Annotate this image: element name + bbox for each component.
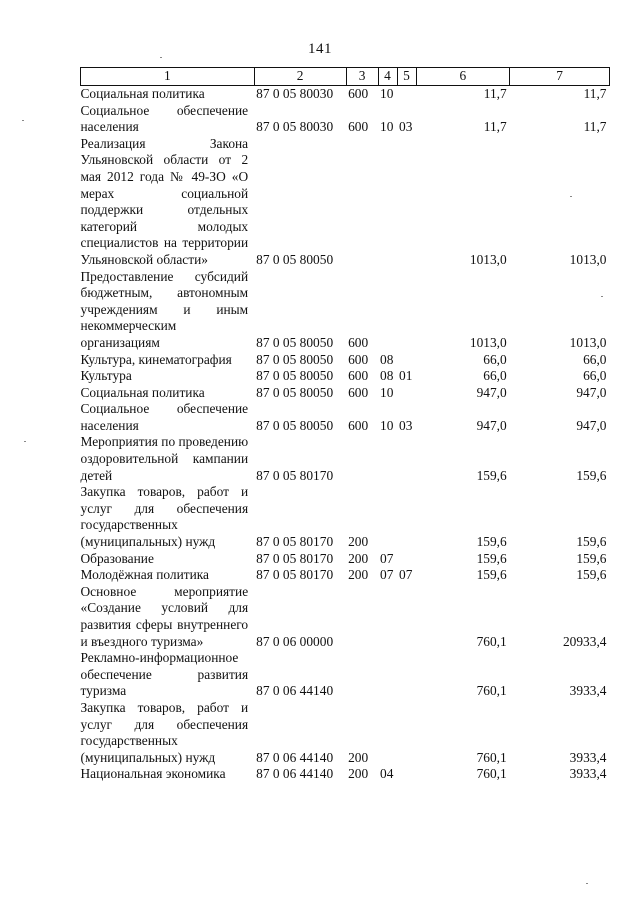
- row-vr: 600: [348, 351, 369, 367]
- row-value-1: 159,6: [476, 550, 507, 566]
- row-value-1: 947,0: [476, 384, 507, 400]
- row-value-2: 159,6: [576, 534, 607, 550]
- budget-table: [80, 67, 610, 783]
- row-code: 87 0 05 80050: [256, 351, 334, 367]
- row-rz: 10: [380, 384, 394, 400]
- row-name: Предоставление субсидий бюджетным, автономным учреждениям и иным некоммерческим организациям: [80, 268, 249, 350]
- row-value-2: 947,0: [576, 384, 607, 400]
- row-name: Закупка товаров, работ и услуг для обеспечения государственных (муниципальных) нужд: [80, 699, 249, 765]
- row-code: 87 0 05 80050: [256, 368, 334, 384]
- row-vr: 600: [348, 384, 369, 400]
- table-row: [81, 584, 610, 650]
- row-value-2: 1013,0: [569, 334, 607, 350]
- row-code: 87 0 05 80050: [256, 417, 334, 433]
- row-name: Закупка товаров, работ и услуг для обеспечения государственных (муниципальных) нужд: [80, 484, 249, 550]
- row-pr: [397, 484, 416, 550]
- row-value-2: 11,7: [583, 119, 607, 135]
- row-vr: [346, 434, 378, 484]
- table-row: [81, 401, 610, 434]
- row-pr: [397, 86, 416, 103]
- row-vr: 200: [348, 550, 369, 566]
- row-code: 87 0 05 80050: [256, 334, 334, 350]
- row-vr: [346, 650, 378, 700]
- row-value-2: 66,0: [583, 351, 607, 367]
- row-code: 87 0 05 80170: [256, 567, 334, 583]
- row-vr: [346, 584, 378, 650]
- row-code: 87 0 06 00000: [256, 633, 334, 649]
- row-value-1: 66,0: [483, 368, 507, 384]
- scan-speck: [586, 883, 588, 884]
- row-pr: [397, 136, 416, 269]
- row-name: Социальная политика: [80, 86, 205, 101]
- table-row: [81, 650, 610, 700]
- row-name: Рекламно-информационное обеспечение развития туризма: [80, 650, 249, 699]
- row-name: Мероприятия по проведению оздоровительной кампании детей: [80, 434, 249, 483]
- row-value-2: 159,6: [576, 550, 607, 566]
- row-name: Социальное обеспечение населения: [80, 102, 249, 135]
- table-row: [81, 484, 610, 550]
- row-pr: [397, 352, 416, 369]
- row-pr: [397, 269, 416, 352]
- row-name: Культура, кинематография: [80, 351, 232, 367]
- row-vr: 600: [348, 119, 369, 135]
- row-pr: [397, 584, 416, 650]
- row-code: 87 0 05 80170: [256, 550, 334, 566]
- row-value-1: 11,7: [483, 86, 507, 101]
- row-value-1: 11,7: [483, 119, 507, 135]
- row-rz: 10: [380, 86, 394, 101]
- row-rz: [378, 269, 397, 352]
- row-value-1: 159,6: [476, 567, 507, 583]
- table-body: [81, 86, 610, 783]
- row-rz: 10: [380, 417, 394, 433]
- row-vr: 200: [348, 766, 369, 782]
- row-value-2: 3933,4: [569, 749, 607, 765]
- row-pr: [397, 434, 416, 484]
- row-value-1: 159,6: [476, 534, 507, 550]
- row-code: 87 0 05 80030: [256, 86, 334, 101]
- row-vr: 600: [348, 368, 369, 384]
- row-rz: 08: [380, 351, 394, 367]
- row-name: Социальное обеспечение населения: [80, 401, 249, 433]
- row-code: 87 0 05 80050: [256, 384, 334, 400]
- table-row: [81, 434, 610, 484]
- header-col-2: 2: [254, 68, 346, 86]
- row-value-1: 760,1: [476, 633, 507, 649]
- scan-speck: [601, 296, 603, 297]
- row-rz: [378, 484, 397, 550]
- row-pr: [397, 385, 416, 402]
- row-value-2: 947,0: [576, 417, 607, 433]
- scan-speck: [24, 441, 26, 442]
- row-pr: [397, 700, 416, 766]
- header-col-1: 1: [81, 68, 255, 86]
- row-value-1: 66,0: [483, 351, 507, 367]
- row-name: Реализация Закона Ульяновской области от 2 мая 2012 года № 49-ЗО «О мерах социальной поддержки отдельных категорий молодых специалистов на территории Ульяновской области»: [80, 135, 249, 267]
- table-row: [81, 700, 610, 766]
- row-rz: [378, 136, 397, 269]
- table-row: [81, 766, 610, 783]
- row-code: 87 0 06 44140: [256, 766, 334, 782]
- table-row: [81, 352, 610, 369]
- row-value-1: 760,1: [476, 766, 507, 782]
- row-value-1: 760,1: [476, 749, 507, 765]
- scan-speck: [22, 120, 24, 121]
- row-value-1: 1013,0: [469, 334, 507, 350]
- row-pr: 03: [399, 417, 413, 433]
- row-rz: 07: [380, 567, 394, 583]
- table-row: [81, 269, 610, 352]
- row-value-2: 3933,4: [569, 683, 607, 699]
- table-row: [81, 567, 610, 584]
- row-value-2: 159,6: [576, 467, 607, 483]
- row-name: Культура: [80, 368, 132, 384]
- table-header: [81, 68, 610, 86]
- row-rz: [378, 584, 397, 650]
- table-row: [81, 103, 610, 136]
- row-rz: [378, 650, 397, 700]
- row-value-1: 947,0: [476, 417, 507, 433]
- row-vr: 200: [348, 534, 369, 550]
- header-col-3: 3: [346, 68, 378, 86]
- scan-speck: [160, 57, 162, 58]
- table-row: [81, 385, 610, 402]
- row-rz: 10: [380, 119, 394, 135]
- header-col-7: 7: [510, 68, 610, 86]
- table-row: [81, 136, 610, 269]
- row-value-1: 159,6: [476, 467, 507, 483]
- row-value-1: 760,1: [476, 683, 507, 699]
- row-code: 87 0 05 80050: [256, 251, 334, 267]
- row-value-2: 3933,4: [569, 766, 607, 782]
- row-value-1: 1013,0: [469, 251, 507, 267]
- page-number: 141: [308, 41, 332, 57]
- row-rz: 04: [380, 766, 394, 782]
- table-row: [81, 86, 610, 103]
- header-col-6: 6: [416, 68, 510, 86]
- row-value-2: 66,0: [583, 368, 607, 384]
- row-name: Основное мероприятие «Создание условий для развития сферы внутреннего и въездного туризма»: [80, 583, 249, 649]
- row-name: Социальная политика: [80, 384, 205, 400]
- header-row: [81, 68, 610, 86]
- header-col-5: 5: [397, 68, 416, 86]
- header-col-4: 4: [378, 68, 397, 86]
- row-value-2: 11,7: [583, 86, 607, 101]
- row-vr: 600: [348, 334, 369, 350]
- row-name: Национальная экономика: [80, 766, 226, 782]
- row-vr: [346, 136, 378, 269]
- row-name: Молодёжная политика: [80, 567, 210, 583]
- table-row: [81, 551, 610, 568]
- row-name: Образование: [80, 550, 154, 566]
- table-row: [81, 368, 610, 385]
- row-value-2: 159,6: [576, 567, 607, 583]
- row-code: 87 0 06 44140: [256, 749, 334, 765]
- row-value-2: 1013,0: [569, 251, 607, 267]
- row-pr: [397, 650, 416, 700]
- row-rz: 08: [380, 368, 394, 384]
- row-pr: [397, 551, 416, 568]
- row-code: 87 0 05 80170: [256, 467, 334, 483]
- row-pr: 07: [399, 567, 413, 583]
- row-value-2: 20933,4: [562, 633, 607, 649]
- row-pr: 01: [399, 368, 413, 384]
- row-vr: 600: [348, 417, 369, 433]
- row-rz: [378, 434, 397, 484]
- row-rz: [378, 700, 397, 766]
- row-pr: [397, 766, 416, 783]
- scan-speck: [570, 196, 572, 197]
- row-code: 87 0 06 44140: [256, 683, 334, 699]
- row-vr: 600: [348, 86, 369, 101]
- row-vr: 200: [348, 567, 369, 583]
- row-pr: 03: [399, 119, 413, 135]
- row-code: 87 0 05 80170: [256, 534, 334, 550]
- row-rz: 07: [380, 550, 394, 566]
- row-code: 87 0 05 80030: [256, 119, 334, 135]
- row-vr: 200: [348, 749, 369, 765]
